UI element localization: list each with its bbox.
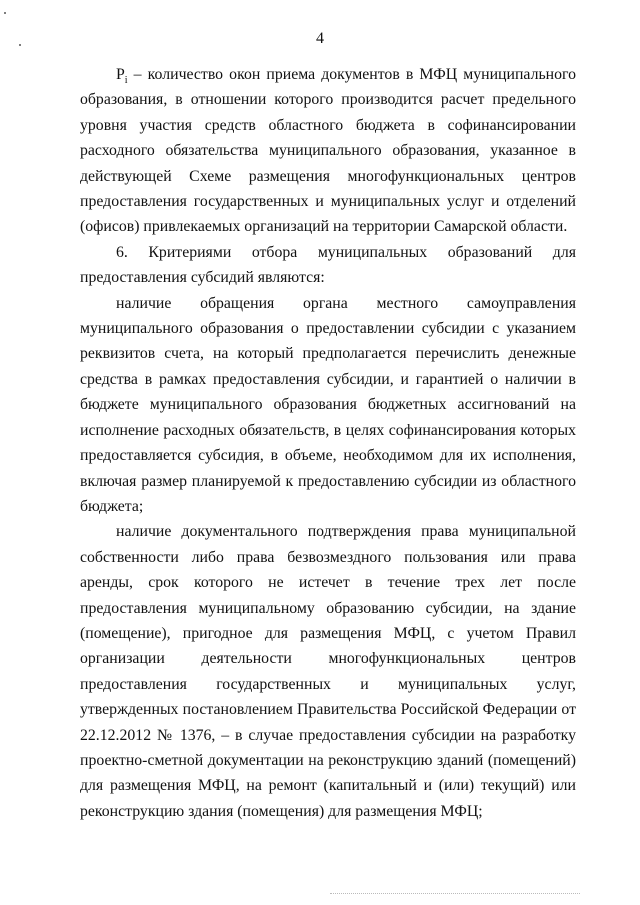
symbol-p: P	[116, 66, 125, 83]
scan-bottom-edge	[330, 893, 580, 894]
document-body	[80, 62, 576, 824]
page-number: 4	[316, 30, 324, 47]
paragraph-criterion-appeal: наличие обращения органа местного самоуправления муниципального образования о предоставлении субсидии с указанием реквизитов счета, на который предполагается перечислить денежные средства в рамках предоставления субсидии, и гарантией о наличии в бюджете муниципального образования бюджетных ассигнований на исполнение расходных обязательств, в целях софинансирования которых предоставляется субсидия, в объеме, необходимом для их исполнения, включая размер планируемой к предоставлению субсидии из областного бюджета;	[80, 294, 576, 515]
paragraph-text: – количество окон приема документов в МФЦ муниципального образования, в отношении которого производится расчет предельного уровня участия средств областного бюджета в софинансировании расходного обязательства муниципального образования, указанное в действующей Схеме размещения многофункциональных центров предоставления государственных и муниципальных услуг и отделений (офисов) привлекаемых организаций на территории Самарской области.	[80, 66, 576, 236]
paragraph-pi-definition	[80, 62, 576, 240]
paragraph-criterion-ownership: наличие документального подтверждения права муниципальной собственности либо права безвозмездного пользования или права аренды, срок которого не истечет в течение трех лет после предоставления муниципальному образованию субсидии, на здание (помещение), пригодное для размещения МФЦ, с учетом Правил организации деятельности многофункциональных центров предоставления государственных и муниципальных услуг, утвержденных постановлением Правительства Российской Федерации от 22.12.2012 № 1376, – в случае предоставления субсидии на разработку проектно-сметной документации на реконструкцию зданий (помещений) для размещения МФЦ, на ремонт (капитальный и (или) текущий) или реконструкцию здания (помещения) для размещения МФЦ;	[80, 523, 576, 820]
symbol-subscript: i	[124, 75, 128, 87]
paragraph-criteria-heading: 6. Критериями отбора муниципальных образований для предоставления субсидий являются:	[80, 243, 576, 287]
scan-speck	[4, 12, 6, 14]
